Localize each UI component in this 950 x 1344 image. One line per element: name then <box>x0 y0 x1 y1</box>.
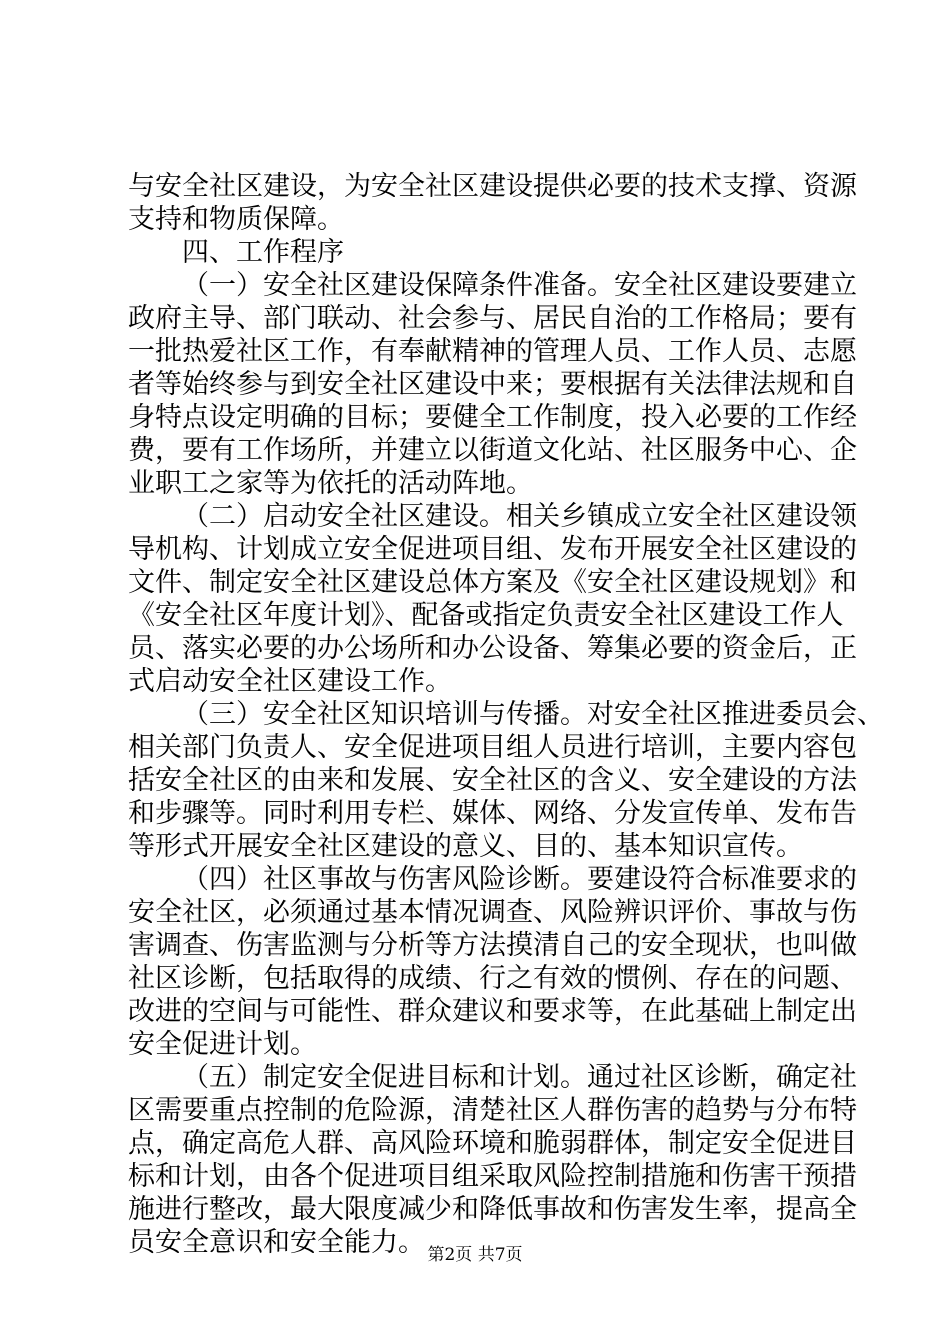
text-line: 身特点设定明确的目标；要健全工作制度，投入必要的工作经 <box>128 402 857 433</box>
paragraph-start: （二）启动安全社区建设。相关乡镇成立安全社区建设领 <box>182 501 857 532</box>
text-line: 相关部门负责人、安全促进项目组人员进行培训，主要内容包 <box>128 732 857 763</box>
text-line: 标和计划，由各个促进项目组采取风险控制措施和伤害干预措 <box>128 1161 857 1192</box>
text-line: 文件、制定安全社区建设总体方案及《安全社区建设规划》和 <box>128 567 857 598</box>
text-line: 式启动安全社区建设工作。 <box>128 666 452 697</box>
text-line: 《安全社区年度计划》、配备或指定负责安全社区建设工作人 <box>128 600 844 631</box>
text-line: 者等始终参与到安全社区建设中来；要根据有关法律法规和自 <box>128 369 857 400</box>
text-line: 支持和物质保障。 <box>128 204 344 235</box>
text-line: 安全社区，必须通过基本情况调查、风险辨识评价、事故与伤 <box>128 897 857 928</box>
text-line: 改进的空间与可能性、群众建议和要求等，在此基础上制定出 <box>128 996 857 1027</box>
page-number: 第2页 共7页 <box>427 1245 523 1265</box>
text-line: 费，要有工作场所，并建立以街道文化站、社区服务中心、企 <box>128 435 857 466</box>
text-line: 和步骤等。同时利用专栏、媒体、网络、分发宣传单、发布告 <box>128 798 857 829</box>
text-line: 与安全社区建设，为安全社区建设提供必要的技术支撑、资源 <box>128 171 857 202</box>
paragraph-start: （一）安全社区建设保障条件准备。安全社区建设要建立 <box>182 270 857 301</box>
text-line: 等形式开展安全社区建设的意义、目的、基本知识宣传。 <box>128 831 803 862</box>
text-line: 社区诊断，包括取得的成绩、行之有效的惯例、存在的问题、 <box>128 963 857 994</box>
text-line: 一批热爱社区工作，有奉献精神的管理人员、工作人员、志愿 <box>128 336 857 367</box>
paragraph-start: （五）制定安全促进目标和计划。通过社区诊断，确定社 <box>182 1062 857 1093</box>
paragraph-start: （三）安全社区知识培训与传播。对安全社区推进委员会、 <box>182 699 884 730</box>
paragraph-start: （四）社区事故与伤害风险诊断。要建设符合标准要求的 <box>182 864 857 895</box>
text-line: 导机构、计划成立安全促进项目组、发布开展安全社区建设的 <box>128 534 857 565</box>
text-line: 害调查、伤害监测与分析等方法摸清自己的安全现状，也叫做 <box>128 930 857 961</box>
text-line: 员安全意识和安全能力。 <box>128 1227 425 1258</box>
document-body <box>128 170 884 1259</box>
text-line: 安全促进计划。 <box>128 1029 317 1060</box>
text-line: 括安全社区的由来和发展、安全社区的含义、安全建设的方法 <box>128 765 857 796</box>
section-heading: 四、工作程序 <box>182 237 344 268</box>
text-line: 点，确定高危人群、高风险环境和脆弱群体，制定安全促进目 <box>128 1128 857 1159</box>
text-line: 员、落实必要的办公场所和办公设备、筹集必要的资金后，正 <box>128 633 857 664</box>
text-line: 施进行整改，最大限度减少和降低事故和伤害发生率，提高全 <box>128 1194 857 1225</box>
text-line: 政府主导、部门联动、社会参与、居民自治的工作格局；要有 <box>128 303 857 334</box>
text-line: 业职工之家等为依托的活动阵地。 <box>128 468 533 499</box>
text-line: 区需要重点控制的危险源，清楚社区人群伤害的趋势与分布特 <box>128 1095 857 1126</box>
